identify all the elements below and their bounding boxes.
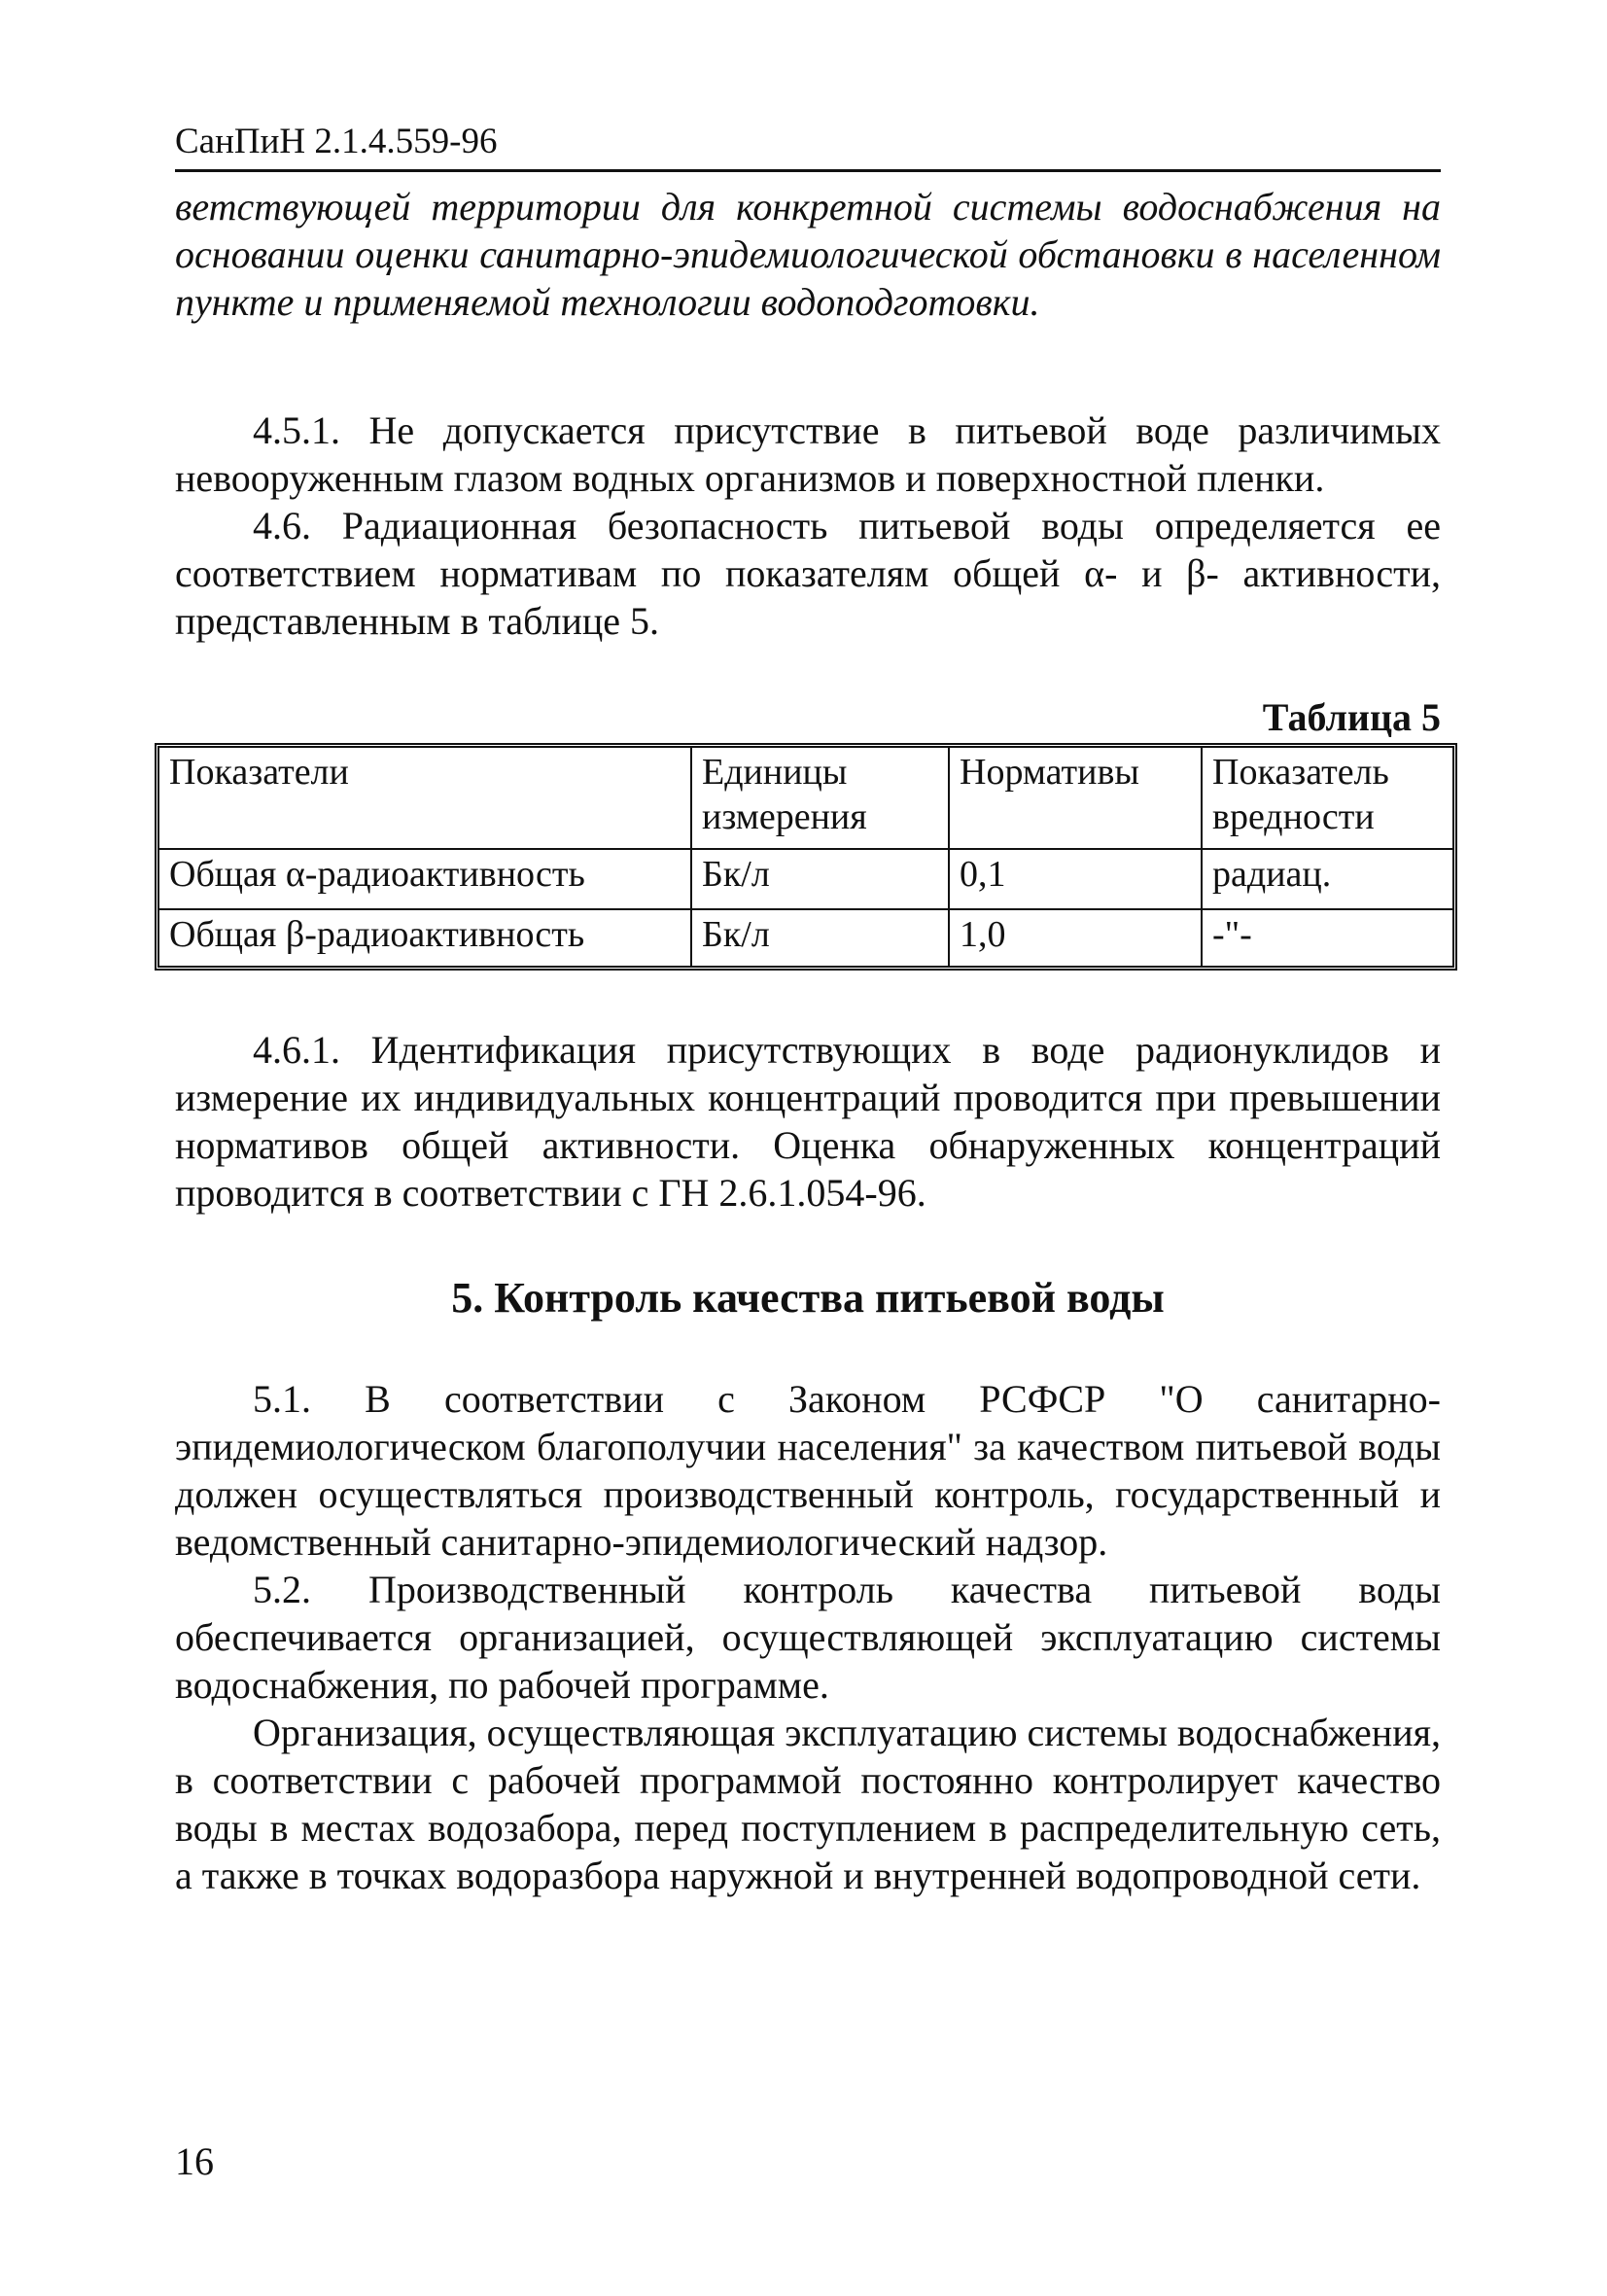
table-caption: Таблица 5 (1262, 695, 1441, 739)
section-title: 5. Контроль качества питьевой воды (451, 1274, 1165, 1322)
paragraph-5-2: 5.2. Производственный контроль качества питьевой воды обеспечивается организацией, осуществляющей эксплуатацию системы водоснабжения, по рабочей программе. (175, 1568, 1441, 1707)
table-header-cell: Единицы измерения (691, 748, 949, 849)
page-number: 16 (175, 2139, 214, 2183)
paragraph-organization: Организация, осуществляющая эксплуатацию системы водоснабжения, в соответствии с рабочей программой постоянно контролирует качество воды в местах водозабора, перед поступлением в распределительную сеть, а также в точках водоразбора наружной и внутренней водопроводной сети. (175, 1711, 1442, 1897)
table-cell: Общая β-радиоактивность (159, 909, 691, 966)
paragraph-4-6: 4.6. Радиационная безопасность питьевой воды определяется ее соответствием нормативам по показателям общей α- и β- активности, представленным в таблице 5. (175, 504, 1441, 643)
radioactivity-table (155, 743, 1457, 971)
table-row (159, 909, 1452, 966)
paragraph-4-5-1: 4.5.1. Не допускается присутствие в питьевой воде различимых невооруженным глазом водных организмов и поверхностной пленки. (175, 408, 1441, 500)
table-cell: радиац. (1202, 849, 1452, 909)
table-row (159, 849, 1452, 909)
table-header-cell: Нормативы (949, 748, 1202, 849)
table-cell: 0,1 (949, 849, 1202, 909)
paragraph-4-6-1: 4.6.1. Идентификация присутствующих в воде радионуклидов и измерение их индивидуальных концентраций проводится при превышении нормативов общей активности. Оценка обнаруженных концентраций проводится в соответствии с ГН 2.6.1.054-96. (175, 1028, 1441, 1215)
table-header-row (159, 748, 1452, 849)
table-cell: Общая α-радиоактивность (159, 849, 691, 909)
document-header: СанПиН 2.1.4.559-96 (175, 119, 1441, 172)
table-header-cell: Показатели (159, 748, 691, 849)
table-cell: Бк/л (691, 849, 949, 909)
table-cell: Бк/л (691, 909, 949, 966)
table-cell: 1,0 (949, 909, 1202, 966)
intro-paragraph: ветствующей территории для конкретной системы водоснабжения на основании оценки санитарно-эпидемиологической обстановки в населенном пункте и применяемой технологии водоподготовки. (175, 185, 1441, 324)
paragraph-5-1: 5.1. В соответствии с Законом РСФСР "О санитарно-эпидемиологическом благополучии населения" за качеством питьевой воды должен осуществляться производственный контроль, государственный и ведомственный санитарно-эпидемиологический надзор. (175, 1377, 1441, 1564)
table-header-cell: Показатель вредности (1202, 748, 1452, 849)
table-cell: -"- (1202, 909, 1452, 966)
